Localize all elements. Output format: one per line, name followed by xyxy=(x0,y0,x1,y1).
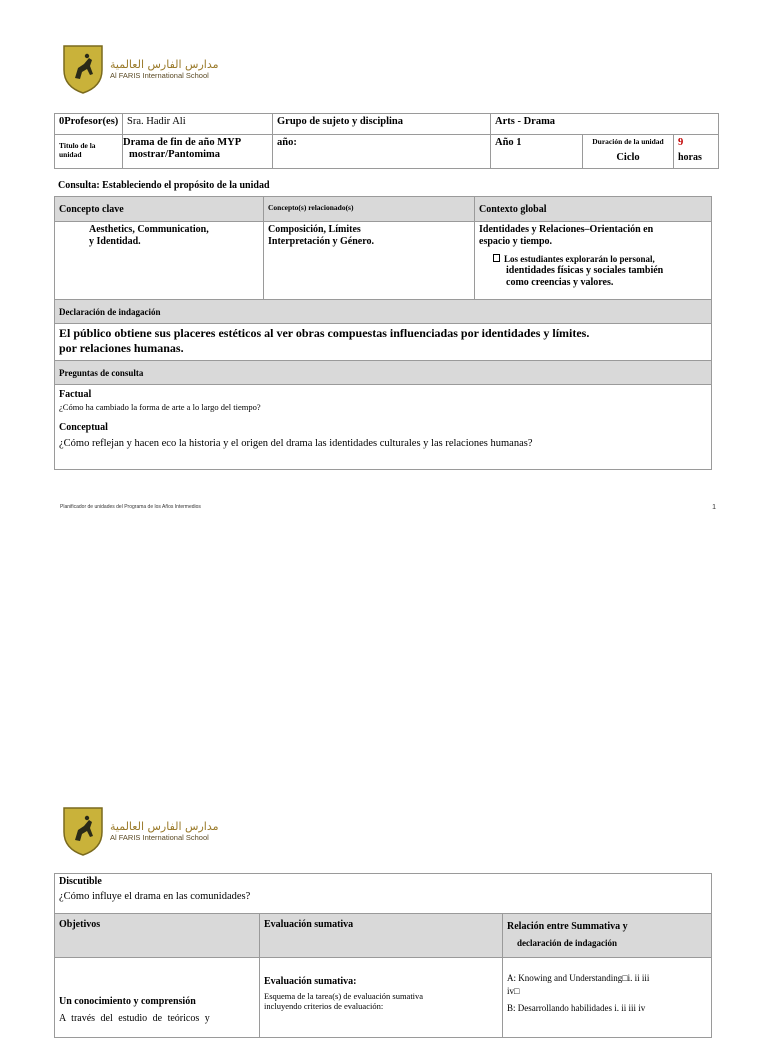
summative-text-2: incluyendo criterios de evaluación: xyxy=(264,1001,384,1011)
page2-table xyxy=(54,873,712,1038)
global-context-bullet: Los estudiantes explorarán lo personal, identidades físicas y sociales también como creencias y valores. xyxy=(479,253,707,289)
page-footer xyxy=(60,504,716,511)
questions-body xyxy=(55,385,712,470)
year-value: Año 1 xyxy=(491,135,583,169)
objective-text: A través del estudio de teóricos y xyxy=(59,1013,210,1024)
subject-value: Arts - Drama xyxy=(491,114,719,135)
summative-label: Evaluación sumativa xyxy=(260,914,503,958)
school-logo xyxy=(62,44,219,94)
relation-criterion-a-1: A: Knowing and Understanding□i. ii iii xyxy=(507,973,650,983)
teacher-label: 0Profesor(es) xyxy=(55,114,123,135)
objectives-label: Objetivos xyxy=(55,914,260,958)
statement-value: El público obtiene sus placeres estéticos al ver obras compuestas influenciadas por identidades y límites. por relaciones humanas. xyxy=(55,324,712,361)
relation-cell xyxy=(503,958,712,1038)
factual-label: Factual xyxy=(59,389,92,400)
footer-text: Planificador de unidades del Programa de los Años Intermedios xyxy=(60,504,201,510)
checkbox-bullet-icon xyxy=(493,254,500,262)
duration-label-cell: Duración de la unidad Ciclo xyxy=(583,135,674,169)
debatable-question: ¿Cómo influye el drama en las comunidades? xyxy=(59,891,251,902)
logo-arabic-text: مدارس الفارس العالمية xyxy=(110,57,219,71)
duration-value: 9 xyxy=(678,137,684,148)
shield-horse-icon xyxy=(62,806,104,856)
inquiry-heading: Consulta: Estableciendo el propósito de la unidad xyxy=(58,180,270,191)
summative-cell xyxy=(260,958,503,1038)
objective-cell xyxy=(55,958,260,1038)
page-number: 1 xyxy=(712,504,716,511)
global-context-value: Identidades y Relaciones–Orientación en espacio y tiempo. Los estudiantes explorarán lo personal, identidades físicas y sociales también como creencias y valores. xyxy=(475,222,712,300)
debatable-cell xyxy=(55,874,712,914)
related-concepts-label: Concepto(s) relacionado(s) xyxy=(264,197,475,222)
unit-title-label: Titulo de la unidad xyxy=(55,135,123,169)
relation-label: Relación entre Summativa y declaración de indagación xyxy=(503,914,712,958)
summative-heading: Evaluación sumativa: xyxy=(264,976,357,987)
objective-heading: Un conocimiento y comprensión xyxy=(59,996,196,1007)
unit-title-value: Drama de fin de año MYP mostrar/Pantomima xyxy=(123,135,273,169)
shield-horse-icon xyxy=(62,44,104,94)
school-logo-page2 xyxy=(62,806,219,856)
logo-english-text: Al FARIS International School xyxy=(110,70,209,80)
debatable-label: Discutible xyxy=(59,876,102,887)
year-label: año: xyxy=(273,135,491,169)
related-concepts-value: Composición, Límites Interpretación y Género. xyxy=(264,222,475,300)
logo-arabic-text: مدارس الفارس العالمية xyxy=(110,819,219,833)
summative-text-1: Esquema de la tarea(s) de evaluación sumativa xyxy=(264,991,424,1001)
unit-header-table xyxy=(54,113,719,169)
subject-label: Grupo de sujeto y disciplina xyxy=(273,114,491,135)
duration-value-cell xyxy=(674,135,719,169)
global-context-label: Contexto global xyxy=(475,197,712,222)
cycle-label: Ciclo xyxy=(616,152,640,163)
relation-criterion-b: B: Desarrollando habilidades i. ii iii iv xyxy=(507,1003,646,1013)
key-concept-value: Aesthetics, Communication, y Identidad. xyxy=(55,222,264,300)
hours-label: horas xyxy=(678,152,702,163)
conceptual-question: ¿Cómo reflejan y hacen eco la historia y el origen del drama las identidades culturales y las relaciones humanas? xyxy=(59,438,533,449)
logo-english-text: Al FARIS International School xyxy=(110,832,209,842)
teacher-value: Sra. Hadir Ali xyxy=(123,114,273,135)
statement-label: Declaración de indagación xyxy=(55,300,712,324)
relation-criterion-a-2: iv□ xyxy=(507,986,520,996)
inquiry-table xyxy=(54,196,712,470)
factual-question: ¿Cómo ha cambiado la forma de arte a lo largo del tiempo? xyxy=(59,402,261,412)
key-concept-label: Concepto clave xyxy=(55,197,264,222)
questions-label: Preguntas de consulta xyxy=(55,361,712,385)
conceptual-label: Conceptual xyxy=(59,422,108,433)
